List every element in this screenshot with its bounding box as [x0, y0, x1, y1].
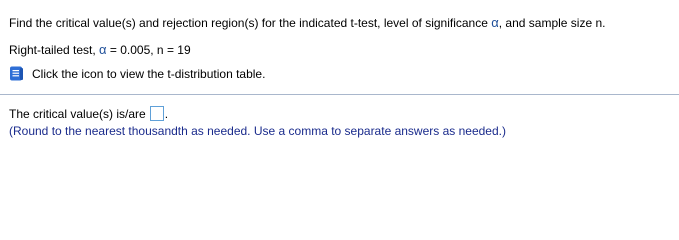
alpha-symbol: α: [491, 15, 499, 30]
alpha-label: α: [99, 42, 107, 57]
rounding-instruction: (Round to the nearest thousandth as needed. Use a comma to separate answers as needed.): [9, 124, 506, 138]
alpha-value: = 0.005, n = 19: [106, 43, 191, 57]
divider: [0, 94, 679, 95]
test-type: Right-tailed test,: [9, 43, 100, 57]
table-link-text[interactable]: Click the icon to view the t-distribution table.: [32, 66, 266, 81]
answer-suffix: .: [164, 106, 169, 121]
answer-row: [9, 106, 168, 121]
question-prompt: [9, 16, 605, 30]
answer-label: The critical value(s) is/are: [9, 106, 146, 121]
critical-value-input[interactable]: [150, 106, 164, 121]
table-link-row: [9, 66, 265, 81]
prompt-text-start: Find the critical value(s) and rejection region(s) for the indicated t-test, level of significance: [9, 16, 492, 30]
book-icon[interactable]: [9, 66, 24, 81]
prompt-text-end: , and sample size n.: [498, 16, 606, 30]
test-parameters: [9, 43, 191, 57]
